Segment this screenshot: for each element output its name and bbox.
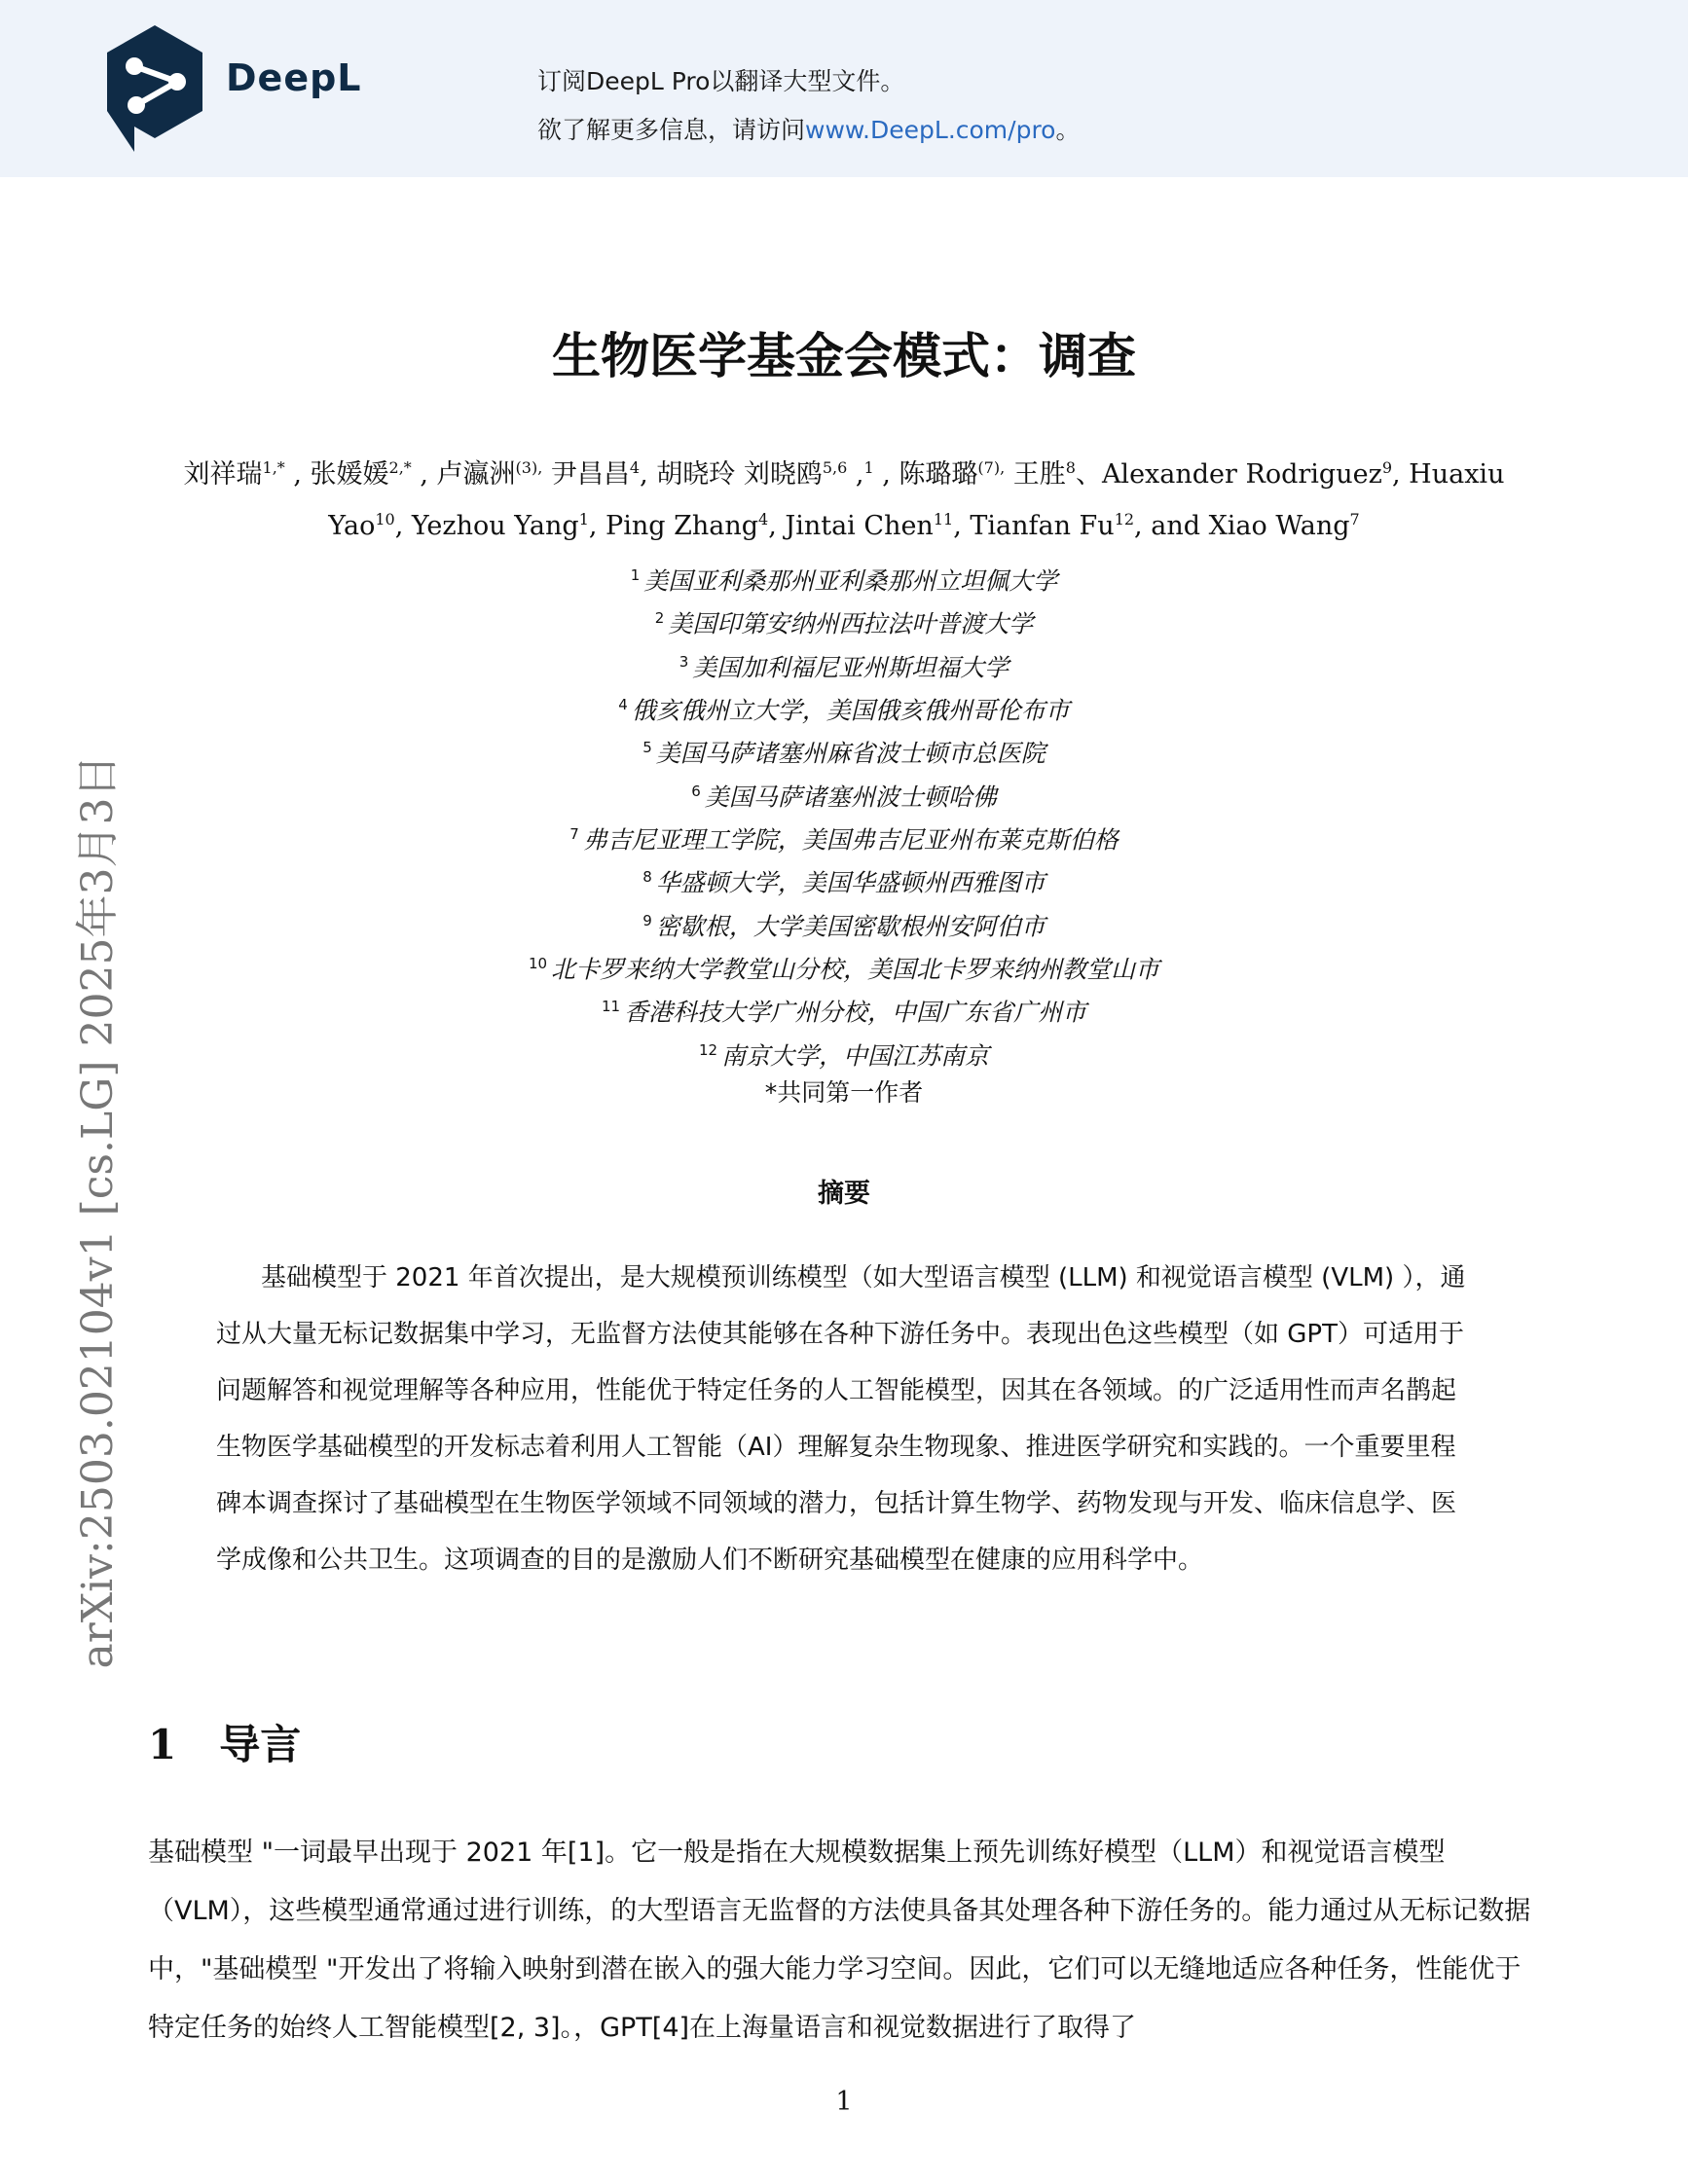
affiliation-number: 8: [642, 868, 652, 887]
author-affiliation-sup: 1: [863, 458, 874, 477]
author: [1102, 459, 1409, 490]
author-name: Yezhou Yang: [411, 511, 579, 541]
affiliation-number: 3: [679, 652, 689, 671]
co-first-author-note: *共同第一作者: [764, 1077, 924, 1107]
author: [1151, 511, 1360, 541]
author-affiliation-sup: 11: [933, 510, 954, 528]
author-name: Jintai Chen: [785, 511, 934, 541]
banner-info-prefix: 欲了解更多信息，请访问: [537, 116, 806, 144]
deepl-banner: [0, 0, 1688, 177]
affiliation-number: 9: [642, 911, 652, 929]
affiliation-line: [0, 686, 1688, 729]
paper-title: 生物医学基金会模式：调查: [552, 328, 1136, 384]
author-affiliation-sup: 12: [1114, 510, 1135, 528]
affiliation-line: [0, 945, 1688, 988]
section-title: 导言: [219, 1721, 302, 1768]
author-affiliation-sup: 9: [1381, 458, 1392, 477]
author-separator: ,: [1392, 459, 1410, 490]
author-affiliation-sup: (7),: [977, 458, 1006, 477]
affiliation-text: 华盛顿大学，美国华盛顿州西雅图市: [655, 868, 1046, 897]
deepl-logo-icon[interactable]: [101, 21, 208, 154]
affiliation-number: 7: [569, 824, 579, 843]
author-name: 卢瀛洲: [436, 459, 516, 490]
author-separator: ,: [394, 511, 412, 541]
deepl-pro-link[interactable]: www.DeepL.com/pro: [805, 116, 1056, 144]
author-affiliation-sup: 1: [578, 510, 589, 528]
author-name: 刘祥瑞: [183, 459, 263, 490]
author-affiliation-sup: 7: [1349, 510, 1360, 528]
author-affiliation-sup: 8: [1065, 458, 1076, 477]
affiliation-text: 美国加利福尼亚州斯坦福大学: [692, 652, 1009, 681]
author-affiliation-sup: 4: [629, 458, 641, 477]
author-name: Huaxiu Yao: [328, 459, 1505, 541]
section-number: 1: [148, 1721, 177, 1768]
affiliation-line: [0, 729, 1688, 772]
affiliation-line: [0, 600, 1688, 642]
page-number: 1: [835, 2087, 853, 2117]
author-separator: ,: [873, 459, 899, 490]
author-separator: ,: [847, 459, 864, 490]
author: [899, 459, 1012, 490]
author: [437, 459, 551, 490]
affiliation-line: [0, 988, 1688, 1031]
affiliation-text: 弗吉尼亚理工学院，美国弗吉尼亚州布莱克斯伯格: [582, 825, 1119, 855]
author-name: Tianfan Fu: [970, 511, 1115, 541]
affiliation-text: 美国亚利桑那州亚利桑那州立坦佩大学: [643, 566, 1058, 596]
author-separator: ,: [588, 511, 606, 541]
banner-info-suffix: 。: [1055, 116, 1081, 144]
author-affiliation-sup: (3),: [515, 458, 543, 477]
author-name: 王胜: [1012, 459, 1066, 490]
affiliation-text: 美国马萨诸塞州波士顿哈佛: [704, 782, 997, 811]
author: [970, 511, 1151, 541]
author-separator: [542, 459, 551, 490]
author-separator: ,: [640, 459, 657, 490]
affiliation-number: 12: [698, 1040, 718, 1059]
banner-subscribe-text: 订阅DeepL Pro以翻译大型文件。: [537, 67, 905, 95]
affiliation-text: 美国马萨诸塞州麻省波士顿市总医院: [655, 739, 1046, 768]
affiliation-line: [0, 773, 1688, 816]
author: [863, 459, 899, 490]
author-affiliation-sup: 10: [375, 510, 395, 528]
author-name: 张媛媛: [310, 459, 389, 490]
author-separator: ,: [953, 511, 971, 541]
author-name: 陈璐璐: [899, 459, 978, 490]
author-list: [146, 446, 1542, 549]
affiliation-line: [0, 557, 1688, 600]
intro-paragraph: 基础模型 "一词最早出现于 2021 年[1]。它一般是指在大规模数据集上预先训练好模型（LLM）和视觉语言模型（VLM），这些模型通常通过进行训练，的大型语言无监督的方法使具备其处理各种下游任务的。能力通过从无标记数据中，"基础模型 "开发出了将输入映射到潜在嵌入的强大能力学习空间。因此，它们可以无缝地适应各种任务，性能优于特定任务的始终人工智能模型[2, 3]。，GPT[4]在上海量语言和视觉数据进行了取得了: [148, 1838, 1531, 2043]
author: [656, 459, 863, 490]
affiliation-text: 俄亥俄州立大学，美国俄亥俄州哥伦布市: [631, 696, 1070, 725]
author-separator: [1005, 459, 1013, 490]
banner-info-text: [537, 111, 1081, 146]
affiliation-line: [0, 643, 1688, 686]
affiliation-number: 11: [601, 998, 621, 1016]
affiliation-text: 密歇根，大学美国密歇根州安阿伯市: [655, 911, 1046, 940]
author: [1013, 459, 1102, 490]
author-affiliation-sup: 1,*: [262, 458, 285, 477]
author-name: Alexander Rodriguez: [1101, 459, 1382, 490]
author: [184, 459, 311, 490]
abstract-heading: 摘要: [818, 1179, 870, 1209]
affiliation-number: 6: [691, 782, 701, 800]
author-name: 胡晓玲 刘晓鸥: [656, 459, 823, 490]
affiliation-list: [0, 557, 1688, 1111]
affiliation-number: 2: [654, 609, 665, 628]
abstract-text: 基础模型于 2021 年首次提出，是大规模预训练模型（如大型语言模型 (LLM) 和视觉语言模型 (VLM) ），通过从大量无标记数据集中学习，无监督方法使其能够在各种下游任务中。表现出色这些模型（如 GPT）可适用于问题解答和视觉理解等各种应用，性能优于特定任务的人工智能模型，因其在各领域。的广泛适用性而声名鹊起生物医学基础模型的开发标志着利用人工智能（AI）理解复杂生物现象、推进医学研究和实践的。一个重要里程碑本调查探讨了基础模型在生物医学领域不同领域的潜力，包括计算生物学、药物发现与开发、临床信息学、医学成像和公共卫生。这项调查的目的是激励人们不断研究基础模型在健康的应用科学中。: [216, 1263, 1466, 1575]
author: [412, 511, 605, 541]
author-name: Ping Zhang: [605, 511, 759, 541]
author-affiliation-sup: 2,*: [388, 458, 412, 477]
affiliation-text: 南京大学，中国江苏南京: [721, 1040, 990, 1070]
author: [605, 511, 785, 541]
arxiv-side-stamp: arXiv:2503.02104v1 [cs.LG] 2025年3月3日: [73, 754, 123, 1669]
affiliation-line: [0, 858, 1688, 901]
author-separator: ,: [1134, 511, 1152, 541]
affiliation-line: [0, 902, 1688, 945]
author: [551, 459, 656, 490]
affiliation-text: 香港科技大学广州分校，中国广东省广州市: [624, 998, 1087, 1027]
affiliation-line: [0, 1032, 1688, 1074]
author-separator: ,: [768, 511, 786, 541]
author-name: and Xiao Wang: [1151, 511, 1350, 541]
affiliation-line: [0, 816, 1688, 858]
author: [785, 511, 970, 541]
affiliation-number: 4: [618, 695, 628, 713]
section-heading: [148, 1713, 301, 1771]
author: [311, 459, 437, 490]
affiliation-text: 美国印第安纳州西拉法叶普渡大学: [668, 609, 1034, 638]
affiliation-number: 10: [528, 954, 548, 972]
author-name: 尹昌昌: [550, 459, 630, 490]
author-separator: ,: [411, 459, 437, 490]
affiliation-number: 5: [642, 739, 652, 757]
author-separator: 、: [1075, 459, 1102, 490]
author-affiliation-sup: 5,6: [822, 458, 848, 477]
affiliation-text: 北卡罗来纳大学教堂山分校，美国北卡罗来纳州教堂山市: [551, 955, 1160, 984]
author-affiliation-sup: 4: [758, 510, 769, 528]
author-separator: ,: [284, 459, 311, 490]
deepl-logo-text[interactable]: DeepL: [226, 56, 362, 99]
affiliation-number: 1: [630, 566, 641, 584]
